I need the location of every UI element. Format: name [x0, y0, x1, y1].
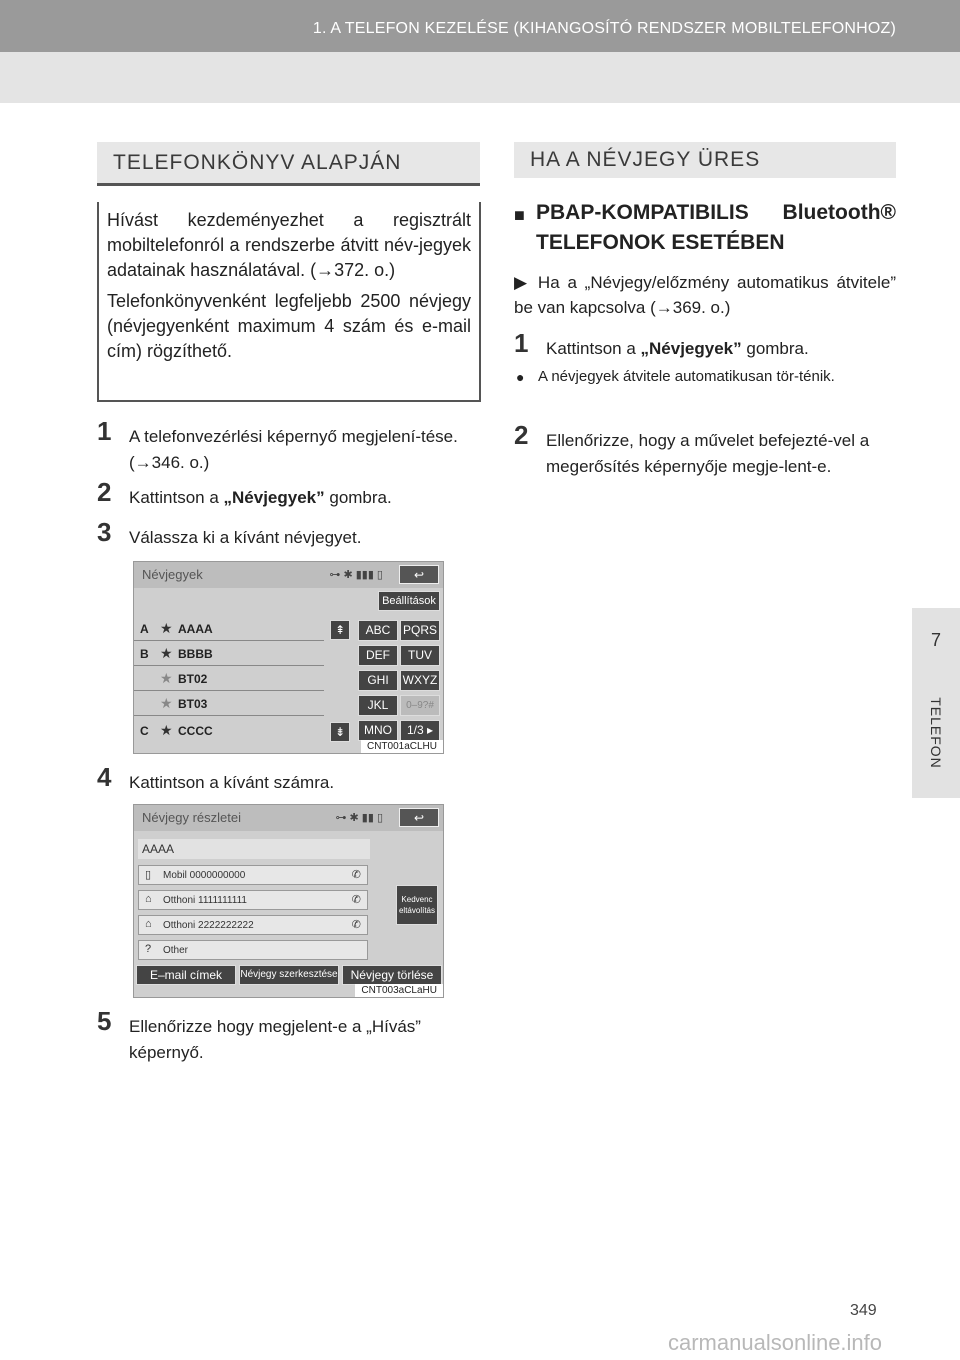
bullet-icon: ●	[516, 369, 525, 385]
section-title-left: TELEFONKÖNYV ALAPJÁN	[97, 142, 480, 186]
step-4	[97, 762, 481, 796]
star-icon: ★	[160, 645, 173, 661]
number-row: ⌂ Otthoni 2222222222 ✆	[138, 915, 368, 935]
number-row: ? Other	[138, 940, 368, 960]
condition-text: ▶ Ha a „Névjegy/előzmény automatikus átvitele” be van kapcsolva (→369. o.)	[514, 273, 896, 317]
key-digits: 0–9?#	[400, 695, 440, 716]
step-text: Ellenőrizze hogy megjelent-e a „Hívás” képernyő.	[129, 1017, 421, 1062]
star-icon: ★	[160, 695, 173, 711]
step-text: Kattintson a „Névjegyek” gombra.	[546, 339, 809, 358]
home-icon: ⌂	[145, 918, 152, 930]
status-icons: ⊶ ✱ ▮▮ ▯	[335, 812, 383, 824]
contact-name: AAAA	[138, 839, 370, 859]
chapter-title: 1. A TELEFON KEZELÉSE (KIHANGOSÍTÓ RENDSZER MOBILTELEFONHOZ)	[312, 20, 896, 37]
step-text: Kattintson a kívánt számra.	[129, 773, 335, 792]
screen-title: Névjegyek	[142, 567, 203, 582]
star-icon: ★	[160, 722, 173, 738]
step-number: 4	[97, 762, 112, 792]
key-mno: MNO	[358, 720, 398, 741]
step-3	[97, 517, 481, 551]
delete-contact-button: Névjegy törlése	[342, 965, 442, 985]
intro-box	[97, 202, 481, 402]
step-text: Válassza ki a kívánt névjegyet.	[129, 528, 362, 547]
email-button: E–mail címek	[136, 965, 236, 985]
step-2	[97, 477, 481, 511]
star-icon: ★	[160, 670, 173, 686]
back-button: ↩	[399, 808, 439, 827]
favorite-remove-button: Kedvenc eltávolítás	[396, 885, 438, 925]
step-text: Ellenőrizze, hogy a művelet befejezté-vel a megerősítés képernyője megje-lent-e.	[546, 431, 870, 476]
contact-row: A ★ AAAA	[140, 620, 213, 636]
scroll-down-icon: ⇟	[330, 722, 350, 742]
home-icon: ⌂	[145, 893, 152, 905]
contacts-screenshot	[133, 561, 444, 754]
back-button: ↩	[399, 565, 439, 584]
step-text: A telefonvezérlési képernyő megjelení-tése. (→346. o.)	[129, 427, 458, 472]
status-icons: ⊶ ✱ ▮▮▮ ▯	[329, 569, 383, 581]
contact-row: ★ BT02	[160, 670, 208, 686]
number-row: ⌂ Otthoni 1111111111 ✆	[138, 890, 368, 910]
keyword-nevjegyek: „Névjegyek”	[640, 339, 742, 358]
intro-paragraph-1: Hívást kezdeményezhet a regisztrált mobiltelefonról a rendszerbe átvitt név-jegyek adatainak használatával. (→372. o.)	[107, 210, 471, 280]
contact-details-screenshot	[133, 804, 444, 998]
chapter-label: TELEFON	[928, 697, 944, 769]
key-def: DEF	[358, 645, 398, 666]
step-1	[97, 416, 481, 476]
settings-button: Beállítások	[378, 591, 440, 611]
phone-icon: ✆	[351, 919, 361, 931]
header-band	[0, 0, 960, 52]
square-bullet-icon: ■	[514, 205, 525, 225]
contact-row: ★ BT03	[160, 695, 208, 711]
step-number: 5	[97, 1006, 112, 1036]
key-abc: ABC	[358, 620, 398, 641]
key-tuv: TUV	[400, 645, 440, 666]
step-number: 2	[514, 420, 529, 450]
phone-icon: ✆	[351, 869, 361, 881]
watermark: carmanualsonline.info	[668, 1330, 883, 1355]
scroll-up-icon: ⇞	[330, 620, 350, 640]
key-jkl: JKL	[358, 695, 398, 716]
step-number: 1	[97, 416, 112, 446]
right-step-1	[514, 328, 896, 362]
header-subband	[0, 52, 960, 103]
key-wxyz: WXYZ	[400, 670, 440, 691]
keyword-nevjegyek: „Névjegyek”	[223, 488, 325, 507]
step-text: Kattintson a „Névjegyek” gombra.	[129, 488, 392, 507]
phone-icon: ✆	[351, 894, 361, 906]
chapter-tab	[912, 608, 960, 798]
screen-titlebar	[134, 805, 443, 831]
number-row: ▯ Mobil 0000000000 ✆	[138, 865, 368, 885]
section-title-right: HA A NÉVJEGY ÜRES	[514, 142, 896, 178]
key-pqrs: PQRS	[400, 620, 440, 641]
contact-row: B ★ BBBB	[140, 645, 213, 661]
mobile-icon: ▯	[145, 869, 152, 881]
screen-titlebar	[134, 562, 443, 588]
step-number: 1	[514, 328, 529, 358]
chapter-number: 7	[930, 630, 941, 650]
right-step-2	[514, 420, 896, 480]
star-icon: ★	[160, 620, 173, 636]
image-code: CNT001aCLHU	[361, 740, 443, 753]
page-indicator: 1/3 ▸	[400, 720, 440, 741]
step-number: 3	[97, 517, 112, 547]
contact-row: C ★ CCCC	[140, 722, 213, 738]
step-5	[97, 1006, 481, 1066]
page-number: 349	[850, 1302, 877, 1319]
image-code: CNT003aCLaHU	[355, 984, 443, 997]
key-ghi: GHI	[358, 670, 398, 691]
screen-title: Névjegy részletei	[142, 810, 241, 825]
question-icon: ?	[145, 943, 152, 955]
step-number: 2	[97, 477, 112, 507]
edit-contact-button: Névjegy szerkesztése	[239, 965, 339, 985]
bullet-note: ● A névjegyek átvitele automatikusan tör-ténik.	[516, 366, 896, 388]
intro-paragraph-2: Telefonkönyvenként legfeljebb 2500 névjegy (névjegyenként maximum 4 szám és e-mail cím) rögzíthető.	[107, 291, 471, 361]
